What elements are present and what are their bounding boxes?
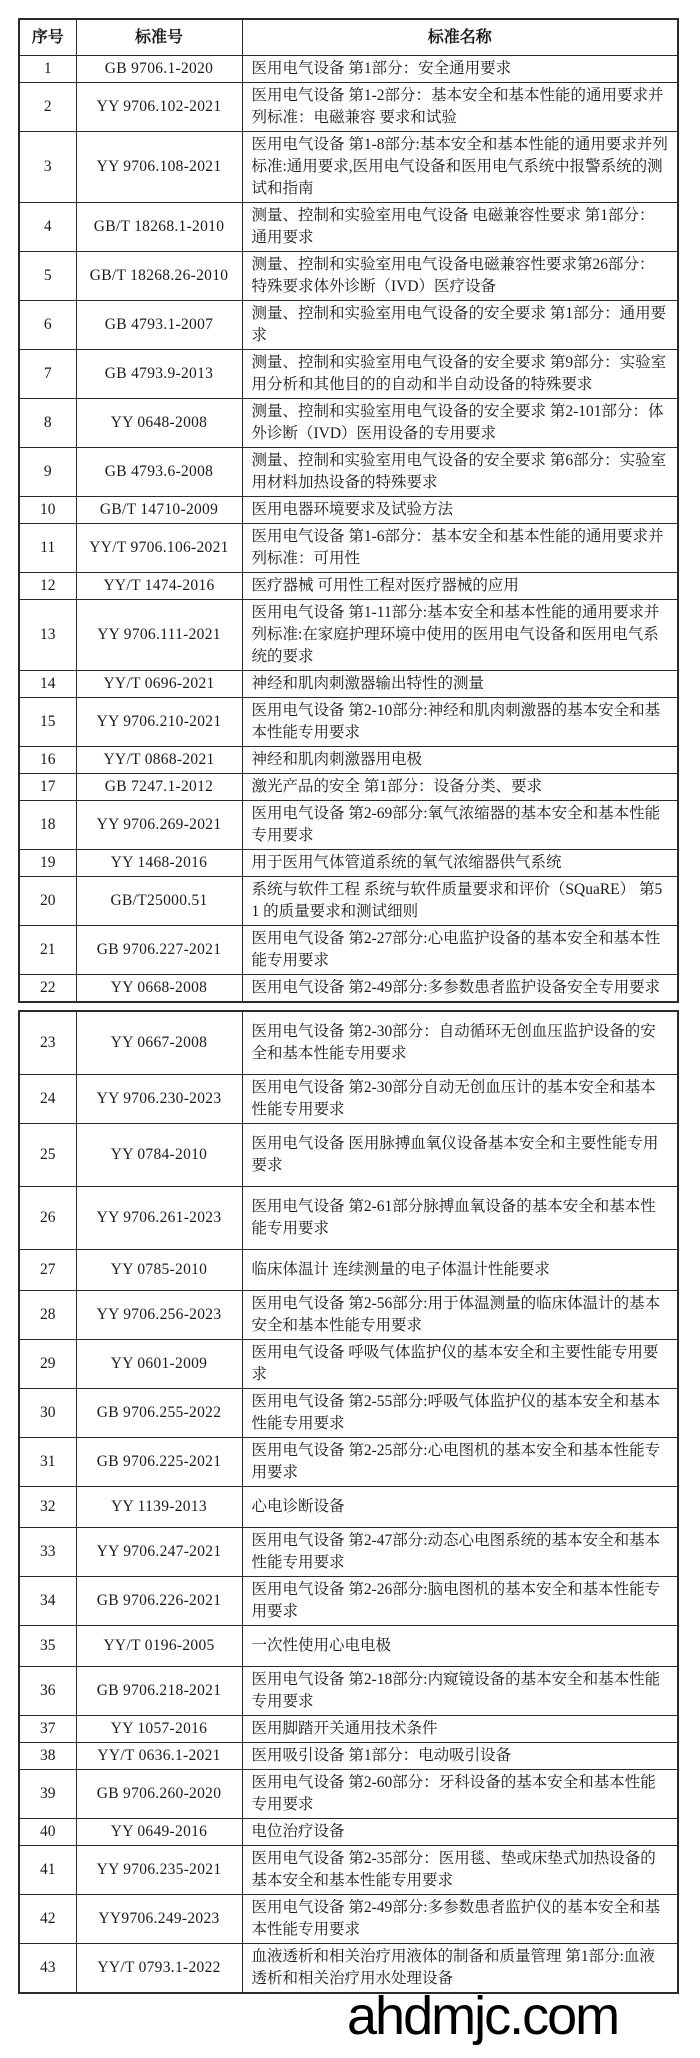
- standard-code-cell: GB 4793.1-2007: [76, 301, 242, 350]
- standard-name-cell: 医用电气设备 呼吸气体监护仪的基本安全和主要性能专用要求: [242, 1340, 678, 1389]
- table-row: [19, 1075, 678, 1124]
- standard-name-cell: 医疗器械 可用性工程对医疗器械的应用: [242, 573, 678, 600]
- standard-name-cell: 医用电气设备 第1部分：安全通用要求: [242, 56, 678, 83]
- standard-name-cell: 血液透析和相关治疗用液体的制备和质量管理 第1部分:血液透析和相关治疗用水处理设备: [242, 1944, 678, 1994]
- standard-code-cell: YY 9706.230-2023: [76, 1075, 242, 1124]
- table-row: [19, 301, 678, 350]
- standard-code-cell: YY 9706.247-2021: [76, 1528, 242, 1577]
- row-no-cell: 3: [19, 132, 76, 203]
- row-no-cell: 6: [19, 301, 76, 350]
- standard-code-cell: GB 9706.227-2021: [76, 926, 242, 975]
- table-row: [19, 1667, 678, 1716]
- table-row: [19, 747, 678, 774]
- standard-code-cell: YY 0668-2008: [76, 975, 242, 1003]
- row-no-cell: 22: [19, 975, 76, 1003]
- table-row: [19, 1626, 678, 1667]
- table-row: [19, 1124, 678, 1187]
- standard-name-cell: 医用电气设备 第2-25部分:心电图机的基本安全和基本性能专用要求: [242, 1438, 678, 1487]
- table-row: [19, 1438, 678, 1487]
- row-no-cell: 1: [19, 56, 76, 83]
- standard-code-cell: YY 0601-2009: [76, 1340, 242, 1389]
- standard-name-cell: 医用电气设备 第2-56部分:用于体温测量的临床体温计的基本安全和基本性能专用要求: [242, 1291, 678, 1340]
- row-no-cell: 11: [19, 524, 76, 573]
- standard-code-cell: YY/T 0696-2021: [76, 671, 242, 698]
- table-row: [19, 801, 678, 850]
- standard-code-cell: YY 9706.261-2023: [76, 1187, 242, 1250]
- row-no-cell: 28: [19, 1291, 76, 1340]
- table-header-row: [19, 19, 678, 56]
- row-no-cell: 33: [19, 1528, 76, 1577]
- standard-name-cell: 医用电气设备 第2-26部分:脑电图机的基本安全和基本性能专用要求: [242, 1577, 678, 1626]
- standard-code-cell: YY 1139-2013: [76, 1487, 242, 1528]
- standard-name-cell: 医用电器环境要求及试验方法: [242, 497, 678, 524]
- standard-code-cell: YY 1468-2016: [76, 850, 242, 877]
- standard-name-cell: 医用电气设备 第2-30部分自动无创血压计的基本安全和基本性能专用要求: [242, 1075, 678, 1124]
- table-row: [19, 1743, 678, 1770]
- row-no-cell: 37: [19, 1716, 76, 1743]
- table-row: [19, 877, 678, 926]
- standard-name-cell: 医用电气设备 第2-69部分:氧气浓缩器的基本安全和基本性能专用要求: [242, 801, 678, 850]
- table-row: [19, 1846, 678, 1895]
- row-no-cell: 13: [19, 600, 76, 671]
- standard-code-cell: YY 1057-2016: [76, 1716, 242, 1743]
- standard-code-cell: GB 9706.1-2020: [76, 56, 242, 83]
- table-row: [19, 850, 678, 877]
- standard-code-cell: GB/T25000.51: [76, 877, 242, 926]
- standard-code-cell: GB 9706.226-2021: [76, 1577, 242, 1626]
- row-no-cell: 4: [19, 203, 76, 252]
- table-row: [19, 497, 678, 524]
- table-row: [19, 399, 678, 448]
- column-header-no: 序号: [19, 19, 76, 56]
- standard-name-cell: 神经和肌肉刺激器用电极: [242, 747, 678, 774]
- standard-name-cell: 医用电气设备 第2-47部分:动态心电图系统的基本安全和基本性能专用要求: [242, 1528, 678, 1577]
- table-row: [19, 774, 678, 801]
- row-no-cell: 19: [19, 850, 76, 877]
- standard-name-cell: 医用电气设备 第2-35部分：医用毯、垫或床垫式加热设备的基本安全和基本性能专用要求: [242, 1846, 678, 1895]
- table-row: [19, 448, 678, 497]
- standard-code-cell: GB/T 18268.1-2010: [76, 203, 242, 252]
- table-row: [19, 698, 678, 747]
- standard-code-cell: YY 0648-2008: [76, 399, 242, 448]
- table-row: [19, 1528, 678, 1577]
- standard-code-cell: GB 9706.218-2021: [76, 1667, 242, 1716]
- row-no-cell: 15: [19, 698, 76, 747]
- row-no-cell: 24: [19, 1075, 76, 1124]
- table-row: [19, 1340, 678, 1389]
- standard-name-cell: 医用电气设备 医用脉搏血氧仪设备基本安全和主要性能专用要求: [242, 1124, 678, 1187]
- standard-name-cell: 医用电气设备 第2-55部分:呼吸气体监护仪的基本安全和基本性能专用要求: [242, 1389, 678, 1438]
- standard-name-cell: 神经和肌肉刺激器输出特性的测量: [242, 671, 678, 698]
- standard-name-cell: 医用电气设备 第1-8部分:基本安全和基本性能的通用要求并列标准:通用要求,医用电气设备和医用电气系统中报警系统的测试和指南: [242, 132, 678, 203]
- row-no-cell: 20: [19, 877, 76, 926]
- table-row: [19, 132, 678, 203]
- standard-name-cell: 医用电气设备 第2-60部分：牙科设备的基本安全和基本性能专用要求: [242, 1770, 678, 1819]
- row-no-cell: 36: [19, 1667, 76, 1716]
- standard-name-cell: 医用电气设备 第2-18部分:内窥镜设备的基本安全和基本性能专用要求: [242, 1667, 678, 1716]
- row-no-cell: 14: [19, 671, 76, 698]
- table-row: [19, 573, 678, 600]
- standard-code-cell: YY/T 0196-2005: [76, 1626, 242, 1667]
- table-row: [19, 350, 678, 399]
- row-no-cell: 30: [19, 1389, 76, 1438]
- column-header-code: 标准号: [76, 19, 242, 56]
- row-no-cell: 12: [19, 573, 76, 600]
- standard-code-cell: GB 4793.6-2008: [76, 448, 242, 497]
- standards-table-page-1: [18, 18, 679, 1003]
- row-no-cell: 21: [19, 926, 76, 975]
- row-no-cell: 9: [19, 448, 76, 497]
- row-no-cell: 16: [19, 747, 76, 774]
- table-row: [19, 1011, 678, 1075]
- table-row: [19, 600, 678, 671]
- table-row: [19, 56, 678, 83]
- row-no-cell: 23: [19, 1011, 76, 1075]
- standard-name-cell: 用于医用气体管道系统的氧气浓缩器供气系统: [242, 850, 678, 877]
- row-no-cell: 18: [19, 801, 76, 850]
- row-no-cell: 41: [19, 1846, 76, 1895]
- table-row: [19, 1577, 678, 1626]
- standard-name-cell: 医用电气设备 第2-61部分脉搏血氧设备的基本安全和基本性能专用要求: [242, 1187, 678, 1250]
- standard-code-cell: GB 9706.255-2022: [76, 1389, 242, 1438]
- standard-code-cell: YY/T 1474-2016: [76, 573, 242, 600]
- column-header-name: 标准名称: [242, 19, 678, 56]
- table-row: [19, 1716, 678, 1743]
- row-no-cell: 26: [19, 1187, 76, 1250]
- table-row: [19, 1770, 678, 1819]
- table-row: [19, 203, 678, 252]
- standard-name-cell: 临床体温计 连续测量的电子体温计性能要求: [242, 1250, 678, 1291]
- standard-name-cell: 系统与软件工程 系统与软件质量要求和评价（SQuaRE） 第51 的质量要求和测试细则: [242, 877, 678, 926]
- row-no-cell: 35: [19, 1626, 76, 1667]
- row-no-cell: 7: [19, 350, 76, 399]
- standard-code-cell: GB 7247.1-2012: [76, 774, 242, 801]
- row-no-cell: 42: [19, 1895, 76, 1944]
- table-row: [19, 252, 678, 301]
- table-row: [19, 1487, 678, 1528]
- standard-code-cell: YY/T 9706.106-2021: [76, 524, 242, 573]
- standard-name-cell: 心电诊断设备: [242, 1487, 678, 1528]
- standard-code-cell: YY 0649-2016: [76, 1819, 242, 1846]
- standard-name-cell: 测量、控制和实验室用电气设备的安全要求 第2-101部分：体外诊断（IVD）医用设备的专用要求: [242, 399, 678, 448]
- row-no-cell: 40: [19, 1819, 76, 1846]
- standard-name-cell: 一次性使用心电电极: [242, 1626, 678, 1667]
- standard-code-cell: YY 0667-2008: [76, 1011, 242, 1075]
- standard-code-cell: YY/T 0868-2021: [76, 747, 242, 774]
- row-no-cell: 2: [19, 83, 76, 132]
- row-no-cell: 31: [19, 1438, 76, 1487]
- standard-name-cell: 测量、控制和实验室用电气设备的安全要求 第6部分：实验室用材料加热设备的特殊要求: [242, 448, 678, 497]
- standard-name-cell: 医用电气设备 第2-10部分:神经和肌肉刺激器的基本安全和基本性能专用要求: [242, 698, 678, 747]
- standard-name-cell: 医用电气设备 第1-2部分：基本安全和基本性能的通用要求并列标准：电磁兼容 要求和试验: [242, 83, 678, 132]
- standard-name-cell: 测量、控制和实验室用电气设备的安全要求 第1部分：通用要求: [242, 301, 678, 350]
- row-no-cell: 10: [19, 497, 76, 524]
- row-no-cell: 43: [19, 1944, 76, 1994]
- standard-code-cell: YY/T 0636.1-2021: [76, 1743, 242, 1770]
- standard-name-cell: 电位治疗设备: [242, 1819, 678, 1846]
- standard-code-cell: YY 9706.210-2021: [76, 698, 242, 747]
- standard-name-cell: 医用电气设备 第1-11部分:基本安全和基本性能的通用要求并列标准:在家庭护理环境中使用的医用电气设备和医用电气系统的要求: [242, 600, 678, 671]
- standard-name-cell: 医用电气设备 第2-49部分:多参数患者监护仪的基本安全和基本性能专用要求: [242, 1895, 678, 1944]
- row-no-cell: 5: [19, 252, 76, 301]
- table-row: [19, 1389, 678, 1438]
- row-no-cell: 34: [19, 1577, 76, 1626]
- standard-name-cell: 测量、控制和实验室用电气设备电磁兼容性要求第26部分：特殊要求体外诊断（IVD）医疗设备: [242, 252, 678, 301]
- table-row: [19, 926, 678, 975]
- row-no-cell: 17: [19, 774, 76, 801]
- standard-code-cell: YY 0785-2010: [76, 1250, 242, 1291]
- table-row: [19, 1291, 678, 1340]
- standard-name-cell: 医用电气设备 第2-27部分:心电监护设备的基本安全和基本性能专用要求: [242, 926, 678, 975]
- standard-code-cell: GB/T 14710-2009: [76, 497, 242, 524]
- standard-code-cell: YY/T 0793.1-2022: [76, 1944, 242, 1994]
- standards-table-page-2: [18, 1010, 679, 1994]
- table-row: [19, 1819, 678, 1846]
- watermark: ahdmjc.com: [347, 1986, 619, 2046]
- row-no-cell: 32: [19, 1487, 76, 1528]
- standard-name-cell: 医用吸引设备 第1部分：电动吸引设备: [242, 1743, 678, 1770]
- standard-name-cell: 测量、控制和实验室用电气设备的安全要求 第9部分：实验室用分析和其他目的的自动和半自动设备的特殊要求: [242, 350, 678, 399]
- standard-code-cell: YY 9706.269-2021: [76, 801, 242, 850]
- table-row: [19, 524, 678, 573]
- standard-code-cell: YY 9706.102-2021: [76, 83, 242, 132]
- standard-code-cell: GB 4793.9-2013: [76, 350, 242, 399]
- standard-code-cell: YY 9706.108-2021: [76, 132, 242, 203]
- standard-name-cell: 测量、控制和实验室用电气设备 电磁兼容性要求 第1部分：通用要求: [242, 203, 678, 252]
- table-row: [19, 83, 678, 132]
- table-row: [19, 1895, 678, 1944]
- standard-code-cell: GB 9706.225-2021: [76, 1438, 242, 1487]
- row-no-cell: 39: [19, 1770, 76, 1819]
- table-row: [19, 975, 678, 1003]
- row-no-cell: 29: [19, 1340, 76, 1389]
- standard-code-cell: YY 0784-2010: [76, 1124, 242, 1187]
- row-no-cell: 38: [19, 1743, 76, 1770]
- standard-name-cell: 激光产品的安全 第1部分：设备分类、要求: [242, 774, 678, 801]
- table-row: [19, 671, 678, 698]
- standard-code-cell: YY 9706.235-2021: [76, 1846, 242, 1895]
- standard-code-cell: YY 9706.111-2021: [76, 600, 242, 671]
- row-no-cell: 8: [19, 399, 76, 448]
- table-row: [19, 1250, 678, 1291]
- standards-document: [18, 18, 679, 1994]
- standard-name-cell: 医用电气设备 第1-6部分：基本安全和基本性能的通用要求并列标准：可用性: [242, 524, 678, 573]
- standard-code-cell: GB/T 18268.26-2010: [76, 252, 242, 301]
- standard-name-cell: 医用电气设备 第2-49部分:多参数患者监护设备安全专用要求: [242, 975, 678, 1003]
- table-row: [19, 1187, 678, 1250]
- standard-code-cell: YY 9706.256-2023: [76, 1291, 242, 1340]
- standard-name-cell: 医用电气设备 第2-30部分：自动循环无创血压监护设备的安全和基本性能专用要求: [242, 1011, 678, 1075]
- standard-code-cell: YY9706.249-2023: [76, 1895, 242, 1944]
- row-no-cell: 27: [19, 1250, 76, 1291]
- standard-code-cell: GB 9706.260-2020: [76, 1770, 242, 1819]
- row-no-cell: 25: [19, 1124, 76, 1187]
- standard-name-cell: 医用脚踏开关通用技术条件: [242, 1716, 678, 1743]
